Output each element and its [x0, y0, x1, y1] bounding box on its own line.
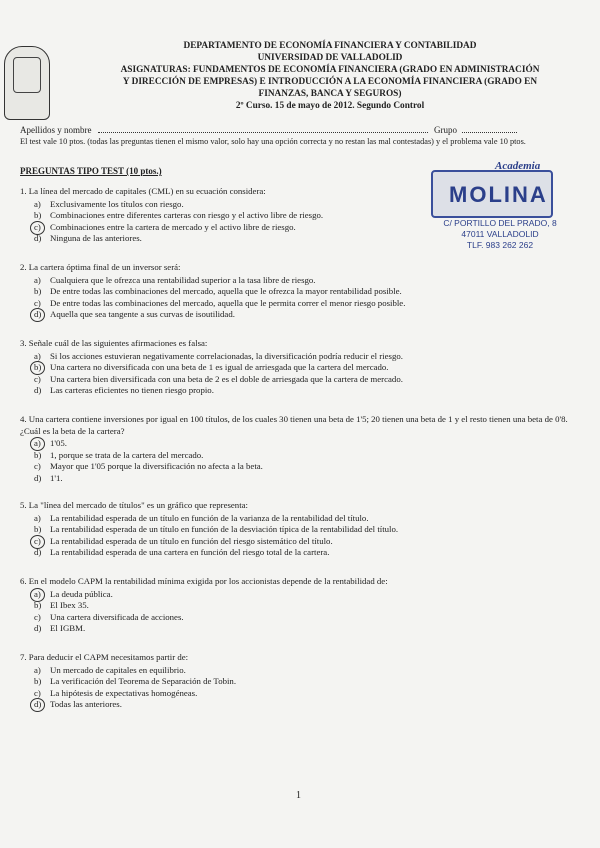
- option-text: Las carteras eficientes no tienen riesgo propio.: [50, 385, 214, 395]
- option-letter: c): [34, 687, 41, 698]
- question-stem: 1. La línea del mercado de capitales (CML) en su ecuación considera:: [20, 186, 266, 196]
- option-text: 1'05.: [50, 438, 67, 448]
- option-letter: b): [34, 362, 42, 372]
- answer-option[interactable]: [20, 612, 540, 624]
- subject-line-3: FINANZAS, BANCA Y SEGUROS): [258, 89, 402, 99]
- option-letter: d): [34, 385, 42, 395]
- question-stem: 7. Para deducir el CAPM necesitamos partir de:: [20, 652, 189, 662]
- department-title: DEPARTAMENTO DE ECONOMÍA FINANCIERA Y CONTABILIDAD: [183, 41, 477, 51]
- option-text: Una cartera diversificada de acciones.: [50, 611, 184, 622]
- option-letter: d): [34, 309, 42, 319]
- option-text: La hipótesis de expectativas homogéneas.: [50, 687, 198, 698]
- answer-option[interactable]: [20, 385, 540, 397]
- option-text: Exclusivamente los títulos con riesgo.: [50, 198, 184, 209]
- option-text: Aquella que sea tangente a sus curvas de isoutilidad.: [50, 309, 235, 319]
- option-letter: c): [34, 221, 41, 232]
- answer-option[interactable]: [20, 699, 540, 711]
- option-letter: b): [34, 600, 42, 610]
- question-stem: 6. En el modelo CAPM la rentabilidad mínima exigida por los accionistas depende de la rentabilidad de:: [20, 576, 388, 586]
- stamp-street: C/ PORTILLO DEL PRADO, 8: [443, 218, 557, 228]
- option-letter: a): [34, 664, 41, 675]
- option-letter: a): [34, 512, 41, 523]
- question-stem: 3. Señale cuál de las siguientes afirmaciones es falsa:: [20, 338, 208, 348]
- option-text: Ninguna de las anteriores.: [50, 233, 142, 243]
- option-text: La rentabilidad esperada de un título en función de la desviación típica de la rentabilidad del título.: [50, 524, 399, 534]
- question-stem: 4. Una cartera contiene inversiones por igual en 100 títulos, de los cuales 30 tienen una beta de 1'5; 20 tienen una beta de 1 y el resto tienen una beta de 0'8. ¿Cuál es la beta de la cartera?: [20, 414, 568, 436]
- option-text: 1'1.: [50, 472, 63, 483]
- question: [20, 338, 540, 397]
- option-text: Mayor que 1'05 porque la diversificación no afecta a la beta.: [50, 461, 263, 471]
- answer-option[interactable]: [20, 665, 540, 677]
- answer-option[interactable]: [20, 210, 540, 222]
- answer-option[interactable]: [20, 473, 540, 485]
- option-letter: a): [34, 274, 41, 285]
- question: [20, 652, 540, 711]
- answer-option[interactable]: [20, 623, 540, 635]
- answer-option[interactable]: [20, 233, 540, 245]
- option-letter: b): [34, 210, 42, 220]
- option-letter: c): [34, 373, 41, 384]
- option-text: Una cartera no diversificada con una beta de 1 es igual de arriesgada que la cartera del mercado.: [50, 362, 389, 372]
- answer-option[interactable]: [20, 524, 540, 536]
- answer-option[interactable]: [20, 676, 540, 688]
- option-text: El IGBM.: [50, 623, 86, 633]
- exam-header: [90, 40, 570, 112]
- option-text: El Ibex 35.: [50, 600, 89, 610]
- option-letter: b): [34, 524, 42, 534]
- option-letter: d): [34, 547, 42, 557]
- instructions: El test vale 10 ptos. (todas las preguntas tienen el mismo valor, solo hay una opción correcta y no restan las mal contestadas) y el problema vale 10 ptos.: [20, 137, 526, 146]
- question: [20, 500, 540, 559]
- option-text: La rentabilidad esperada de un título en función de la varianza de la rentabilidad del título.: [50, 512, 369, 523]
- option-text: La rentabilidad esperada de un título en función del riesgo sistemático del título.: [50, 535, 333, 546]
- question: [20, 414, 568, 484]
- name-group-row: [20, 125, 517, 135]
- section-title: PREGUNTAS TIPO TEST (10 ptos.): [20, 166, 162, 176]
- name-label: Apellidos y nombre: [20, 125, 92, 135]
- option-text: De entre todas las combinaciones del mercado, aquella que le permita correr el menor riesgo posible.: [50, 297, 406, 308]
- stamp-molina: MOLINA: [449, 182, 548, 207]
- option-text: Cualquiera que le ofrezca una rentabilidad superior a la tasa libre de riesgo.: [50, 274, 316, 285]
- option-letter: c): [34, 461, 41, 471]
- option-letter: a): [34, 588, 41, 599]
- subject-line-1: ASIGNATURAS: FUNDAMENTOS DE ECONOMÍA FINANCIERA (GRADO EN ADMINISTRACIÓN: [120, 65, 540, 75]
- group-label: Grupo: [434, 125, 457, 135]
- stamp-city: 47011 VALLADOLID: [461, 229, 539, 239]
- answer-option[interactable]: [20, 461, 540, 473]
- option-letter: b): [34, 676, 42, 686]
- option-text: La rentabilidad esperada de una cartera en función del riesgo total de la cartera.: [50, 547, 330, 557]
- option-text: 1, porque se trata de la cartera del mercado.: [50, 449, 204, 460]
- subject-line-2: Y DIRECCIÓN DE EMPRESAS) E INTRODUCCIÓN A LA ECONOMÍA FINANCIERA (GRADO EN: [122, 77, 538, 87]
- option-text: La verificación del Teorema de Separación de Tobin.: [50, 676, 237, 686]
- page-number: 1: [296, 790, 301, 801]
- option-text: Combinaciones entre la cartera de mercado y el activo libre de riesgo.: [50, 221, 296, 232]
- option-text: De entre todas las combinaciones del mercado, aquella que le ofrezca la mayor rentabilidad posible.: [50, 286, 402, 296]
- question: [20, 186, 540, 245]
- question-stem: 2. La cartera óptima final de un inversor será:: [20, 262, 181, 272]
- question-stem: 5. La "línea del mercado de títulos" es un gráfico que representa:: [20, 500, 248, 510]
- option-text: Todas las anteriores.: [50, 699, 122, 709]
- option-letter: a): [34, 350, 41, 361]
- answer-option[interactable]: [20, 589, 540, 601]
- option-letter: d): [34, 233, 42, 243]
- answer-option[interactable]: [20, 362, 540, 374]
- option-letter: a): [34, 198, 41, 209]
- answer-option[interactable]: [20, 688, 540, 700]
- option-letter: d): [34, 472, 42, 483]
- answer-option[interactable]: [20, 298, 540, 310]
- option-text: Un mercado de capitales en equilibrio.: [50, 664, 186, 675]
- option-letter: d): [34, 623, 42, 633]
- stamp-academia: Academia: [495, 160, 541, 172]
- exam-date: 2º Curso. 15 de mayo de 2012. Segundo Control: [235, 101, 425, 111]
- option-text: Si los acciones estuvieran negativamente correlacionadas, la diversificación podría reducir el riesgo.: [50, 350, 403, 361]
- answer-option[interactable]: [20, 275, 540, 287]
- answer-option[interactable]: [20, 286, 540, 298]
- answer-option[interactable]: [20, 199, 540, 211]
- university-title: UNIVERSIDAD DE VALLADOLID: [257, 53, 403, 63]
- answer-option[interactable]: [20, 438, 540, 450]
- option-letter: b): [34, 286, 42, 296]
- answer-option[interactable]: [20, 222, 540, 234]
- answer-option[interactable]: [20, 600, 540, 612]
- option-letter: c): [34, 535, 41, 546]
- question: [20, 576, 540, 635]
- option-letter: a): [34, 438, 41, 448]
- answer-option[interactable]: [20, 351, 540, 363]
- answer-option[interactable]: [20, 450, 540, 462]
- option-letter: b): [34, 449, 42, 460]
- question: [20, 262, 540, 321]
- option-letter: d): [34, 699, 42, 709]
- university-seal-icon: [4, 46, 50, 120]
- option-text: La deuda pública.: [50, 588, 113, 599]
- name-field[interactable]: [98, 132, 428, 133]
- answer-option[interactable]: [20, 374, 540, 386]
- answer-option[interactable]: [20, 536, 540, 548]
- option-text: Una cartera bien diversificada con una beta de 2 es el doble de arriesgada que la cartera de mercado.: [50, 373, 403, 384]
- stamp-phone: TLF. 983 262 262: [466, 240, 534, 250]
- answer-option[interactable]: [20, 547, 540, 559]
- option-text: Combinaciones entre diferentes carteras con riesgo y el activo libre de riesgo.: [50, 210, 324, 220]
- group-field[interactable]: [462, 132, 517, 133]
- answer-option[interactable]: [20, 513, 540, 525]
- option-letter: c): [34, 297, 41, 308]
- answer-option[interactable]: [20, 309, 540, 321]
- option-letter: c): [34, 611, 41, 622]
